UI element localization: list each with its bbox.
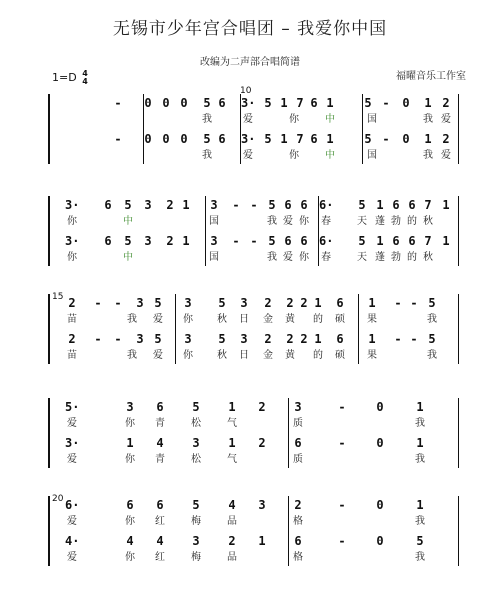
barline xyxy=(458,196,459,266)
lyric-char: 爱 xyxy=(441,114,451,125)
note: 3 xyxy=(258,498,266,512)
note: - xyxy=(114,96,122,110)
note: 6 xyxy=(156,400,164,414)
lyric-char: 青 xyxy=(155,454,165,465)
note: 4 xyxy=(156,534,164,548)
note: 2 xyxy=(68,332,76,346)
note: 2 xyxy=(228,534,236,548)
lyric-char: 梅 xyxy=(191,552,201,563)
note: 1 xyxy=(376,234,384,248)
lyric-char: 格 xyxy=(293,552,303,563)
note: 1 xyxy=(368,332,376,346)
lyric-char: 我 xyxy=(127,314,137,325)
note: - xyxy=(232,198,240,212)
note: 2 xyxy=(442,132,450,146)
note: 6· xyxy=(65,498,80,512)
note: - xyxy=(394,296,402,310)
note: 2 xyxy=(300,296,308,310)
note: 6 xyxy=(336,332,344,346)
lyric-char: 爱 xyxy=(153,314,163,325)
lyric-char: 国 xyxy=(209,216,219,227)
note: 1 xyxy=(326,96,334,110)
note: 1 xyxy=(442,198,450,212)
note: 3 xyxy=(144,198,152,212)
note: 0 xyxy=(376,534,384,548)
lyric-char: 我 xyxy=(202,114,212,125)
barline xyxy=(458,398,459,468)
lyric-char: 蓬 xyxy=(375,216,385,227)
system-bracket xyxy=(48,496,50,566)
note: 1 xyxy=(280,132,288,146)
barline xyxy=(288,496,289,566)
note: - xyxy=(114,296,122,310)
note: 1 xyxy=(280,96,288,110)
lyric-char: 松 xyxy=(191,418,201,429)
lyric-char: 天 xyxy=(357,252,367,263)
note: 1 xyxy=(424,132,432,146)
note: 2 xyxy=(68,296,76,310)
lyric-char: 勃 xyxy=(391,252,401,263)
note: 3 xyxy=(192,534,200,548)
note: 5 xyxy=(203,132,211,146)
note: 2 xyxy=(286,332,294,346)
lyric-char: 蓬 xyxy=(375,252,385,263)
note: 5 xyxy=(264,96,272,110)
note: - xyxy=(114,132,122,146)
note: 6 xyxy=(300,234,308,248)
note: 5 xyxy=(416,534,424,548)
lyric-char: 秋 xyxy=(423,216,433,227)
lyric-char: 日 xyxy=(239,314,249,325)
note: 7 xyxy=(296,96,304,110)
note: 2 xyxy=(258,436,266,450)
note: 0 xyxy=(162,132,170,146)
note: 3 xyxy=(294,400,302,414)
measure-number: 15 xyxy=(52,292,64,302)
note: 0 xyxy=(402,132,410,146)
lyric-char: 你 xyxy=(183,350,193,361)
lyric-char: 我 xyxy=(423,150,433,161)
note: 6 xyxy=(392,198,400,212)
barline xyxy=(205,196,206,266)
lyric-char: 气 xyxy=(227,454,237,465)
note: - xyxy=(382,96,390,110)
note: 1 xyxy=(314,296,322,310)
lyric-char: 你 xyxy=(289,150,299,161)
note: 6 xyxy=(284,234,292,248)
note: 6 xyxy=(392,234,400,248)
lyric-char: 的 xyxy=(313,350,323,361)
system-bracket xyxy=(48,94,50,164)
note: - xyxy=(232,234,240,248)
note: - xyxy=(338,400,346,414)
lyric-char: 春 xyxy=(321,252,331,263)
system-bracket xyxy=(48,196,50,266)
lyric-char: 我 xyxy=(415,516,425,527)
note: 1 xyxy=(416,436,424,450)
lyric-char: 你 xyxy=(299,252,309,263)
lyric-char: 日 xyxy=(239,350,249,361)
note: 1 xyxy=(258,534,266,548)
lyric-char: 爱 xyxy=(67,516,77,527)
lyric-char: 你 xyxy=(289,114,299,125)
note: 5 xyxy=(124,234,132,248)
note: - xyxy=(94,332,102,346)
key-signature xyxy=(52,70,88,86)
lyric-char: 我 xyxy=(423,114,433,125)
note: 6 xyxy=(336,296,344,310)
lyric-char: 秋 xyxy=(217,314,227,325)
note: 1 xyxy=(442,234,450,248)
note: 0 xyxy=(376,436,384,450)
note: - xyxy=(114,332,122,346)
note: 4 xyxy=(126,534,134,548)
lyric-char: 黄 xyxy=(285,350,295,361)
note: 1 xyxy=(314,332,322,346)
lyric-char: 硕 xyxy=(335,314,345,325)
note: 1 xyxy=(416,400,424,414)
note: 2 xyxy=(264,296,272,310)
note: 6 xyxy=(218,132,226,146)
note: 3· xyxy=(65,198,80,212)
system-bracket xyxy=(48,398,50,468)
note: 5 xyxy=(428,332,436,346)
note: 6· xyxy=(319,198,334,212)
lyric-char: 品 xyxy=(227,516,237,527)
lyric-char: 梅 xyxy=(191,516,201,527)
lyric-char: 质 xyxy=(293,418,303,429)
lyric-char: 我 xyxy=(415,418,425,429)
lyric-char: 爱 xyxy=(243,114,253,125)
note: 2 xyxy=(258,400,266,414)
note: 2 xyxy=(166,198,174,212)
system-bracket xyxy=(48,294,50,364)
note: 0 xyxy=(162,96,170,110)
note: 6 xyxy=(294,436,302,450)
lyric-char: 我 xyxy=(427,350,437,361)
note: 0 xyxy=(180,132,188,146)
lyric-char: 我 xyxy=(202,150,212,161)
lyric-char: 爱 xyxy=(153,350,163,361)
note: 5 xyxy=(364,96,372,110)
lyric-char: 你 xyxy=(125,454,135,465)
lyric-char: 爱 xyxy=(67,552,77,563)
note: 6 xyxy=(284,198,292,212)
lyric-char: 金 xyxy=(263,314,273,325)
note: 5· xyxy=(65,400,80,414)
note: 3· xyxy=(241,132,256,146)
note: 6 xyxy=(294,534,302,548)
lyric-char: 果 xyxy=(367,314,377,325)
lyric-char: 青 xyxy=(155,418,165,429)
note: 2 xyxy=(264,332,272,346)
note: 1 xyxy=(368,296,376,310)
note: - xyxy=(410,296,418,310)
note: 1 xyxy=(228,436,236,450)
note: 3 xyxy=(240,332,248,346)
page-title: 无锡市少年宫合唱团 – 我爱你中国 xyxy=(112,19,388,39)
barline xyxy=(288,398,289,468)
note: 2 xyxy=(442,96,450,110)
note: - xyxy=(250,198,258,212)
note: 0 xyxy=(402,96,410,110)
lyric-char: 国 xyxy=(367,150,377,161)
lyric-char: 松 xyxy=(191,454,201,465)
note: 5 xyxy=(124,198,132,212)
lyric-char: 中 xyxy=(123,216,133,227)
page-subtitle: 改编为二声部合唱简谱 xyxy=(200,57,300,68)
note: 6 xyxy=(156,498,164,512)
lyric-char: 你 xyxy=(125,516,135,527)
note: 3 xyxy=(192,436,200,450)
lyric-char: 金 xyxy=(263,350,273,361)
note: 5 xyxy=(264,132,272,146)
note: 2 xyxy=(286,296,294,310)
note: 5 xyxy=(218,332,226,346)
note: 1 xyxy=(376,198,384,212)
lyric-char: 苗 xyxy=(67,314,77,325)
note: 6 xyxy=(408,234,416,248)
note: 0 xyxy=(180,96,188,110)
lyric-char: 勃 xyxy=(391,216,401,227)
lyric-char: 我 xyxy=(267,216,277,227)
lyric-char: 红 xyxy=(155,516,165,527)
lyric-char: 中 xyxy=(325,150,335,161)
note: 3· xyxy=(241,96,256,110)
note: 5 xyxy=(218,296,226,310)
note: 1 xyxy=(182,198,190,212)
lyric-char: 国 xyxy=(367,114,377,125)
note: 0 xyxy=(376,400,384,414)
lyric-char: 你 xyxy=(125,552,135,563)
lyric-char: 爱 xyxy=(67,454,77,465)
measure-number: 10 xyxy=(240,86,252,96)
lyric-char: 我 xyxy=(415,454,425,465)
lyric-char: 硕 xyxy=(335,350,345,361)
note: 6 xyxy=(310,96,318,110)
lyric-char: 秋 xyxy=(423,252,433,263)
lyric-char: 国 xyxy=(209,252,219,263)
barline xyxy=(458,496,459,566)
note: - xyxy=(410,332,418,346)
note: 0 xyxy=(144,96,152,110)
lyric-char: 你 xyxy=(125,418,135,429)
lyric-char: 我 xyxy=(427,314,437,325)
note: 4· xyxy=(65,534,80,548)
barline xyxy=(458,94,459,164)
lyric-char: 爱 xyxy=(67,418,77,429)
note: 6 xyxy=(408,198,416,212)
lyric-char: 你 xyxy=(183,314,193,325)
note: - xyxy=(94,296,102,310)
note: 0 xyxy=(144,132,152,146)
barline xyxy=(175,294,176,364)
note: 3· xyxy=(65,234,80,248)
note: 7 xyxy=(296,132,304,146)
note: - xyxy=(338,436,346,450)
lyric-char: 的 xyxy=(407,252,417,263)
note: 2 xyxy=(166,234,174,248)
note: 5 xyxy=(428,296,436,310)
lyric-char: 黄 xyxy=(285,314,295,325)
note: 3 xyxy=(210,234,218,248)
note: 1 xyxy=(182,234,190,248)
lyric-char: 格 xyxy=(293,516,303,527)
note: 6 xyxy=(310,132,318,146)
note: 7 xyxy=(424,234,432,248)
note: 3 xyxy=(210,198,218,212)
credit-label: 福曜音乐工作室 xyxy=(396,71,466,82)
note: 0 xyxy=(376,498,384,512)
lyric-char: 苗 xyxy=(67,350,77,361)
note: 6 xyxy=(218,96,226,110)
barline xyxy=(458,294,459,364)
note: 3 xyxy=(184,332,192,346)
note: 5 xyxy=(268,234,276,248)
note: 6 xyxy=(300,198,308,212)
lyric-char: 质 xyxy=(293,454,303,465)
lyric-char: 的 xyxy=(407,216,417,227)
lyric-char: 气 xyxy=(227,418,237,429)
lyric-char: 爱 xyxy=(283,216,293,227)
note: 5 xyxy=(358,234,366,248)
lyric-char: 春 xyxy=(321,216,331,227)
note: - xyxy=(382,132,390,146)
note: 4 xyxy=(228,498,236,512)
lyric-char: 我 xyxy=(415,552,425,563)
lyric-char: 红 xyxy=(155,552,165,563)
note: 6· xyxy=(319,234,334,248)
note: 3 xyxy=(126,400,134,414)
lyric-char: 爱 xyxy=(243,150,253,161)
time-signature xyxy=(82,70,88,86)
lyric-char: 品 xyxy=(227,552,237,563)
note: 5 xyxy=(203,96,211,110)
note: 3 xyxy=(136,296,144,310)
note: 6 xyxy=(104,234,112,248)
note: 1 xyxy=(326,132,334,146)
note: 4 xyxy=(156,436,164,450)
lyric-char: 爱 xyxy=(441,150,451,161)
note: 3 xyxy=(136,332,144,346)
time-numerator: 4 xyxy=(82,69,88,78)
note: 5 xyxy=(154,332,162,346)
note: 5 xyxy=(192,400,200,414)
note: 3 xyxy=(240,296,248,310)
time-denominator: 4 xyxy=(82,77,88,86)
lyric-char: 天 xyxy=(357,216,367,227)
lyric-char: 你 xyxy=(67,252,77,263)
note: 5 xyxy=(154,296,162,310)
measure-number: 20 xyxy=(52,494,64,504)
note: - xyxy=(338,534,346,548)
note: 1 xyxy=(416,498,424,512)
note: 3 xyxy=(144,234,152,248)
lyric-char: 秋 xyxy=(217,350,227,361)
note: 5 xyxy=(268,198,276,212)
note: - xyxy=(394,332,402,346)
note: 1 xyxy=(126,436,134,450)
lyric-char: 我 xyxy=(267,252,277,263)
note: 5 xyxy=(364,132,372,146)
note: - xyxy=(338,498,346,512)
lyric-char: 中 xyxy=(325,114,335,125)
note: 2 xyxy=(294,498,302,512)
key-label: 1=D xyxy=(52,71,77,84)
note: 6 xyxy=(126,498,134,512)
note: 7 xyxy=(424,198,432,212)
note: 6 xyxy=(104,198,112,212)
lyric-char: 我 xyxy=(127,350,137,361)
lyric-char: 你 xyxy=(67,216,77,227)
note: 1 xyxy=(228,400,236,414)
note: 2 xyxy=(300,332,308,346)
lyric-char: 果 xyxy=(367,350,377,361)
barline xyxy=(358,294,359,364)
note: 5 xyxy=(192,498,200,512)
note: 5 xyxy=(358,198,366,212)
lyric-char: 你 xyxy=(299,216,309,227)
note: 3 xyxy=(184,296,192,310)
note: 3· xyxy=(65,436,80,450)
note: - xyxy=(250,234,258,248)
lyric-char: 爱 xyxy=(283,252,293,263)
note: 1 xyxy=(424,96,432,110)
lyric-char: 的 xyxy=(313,314,323,325)
lyric-char: 中 xyxy=(123,252,133,263)
